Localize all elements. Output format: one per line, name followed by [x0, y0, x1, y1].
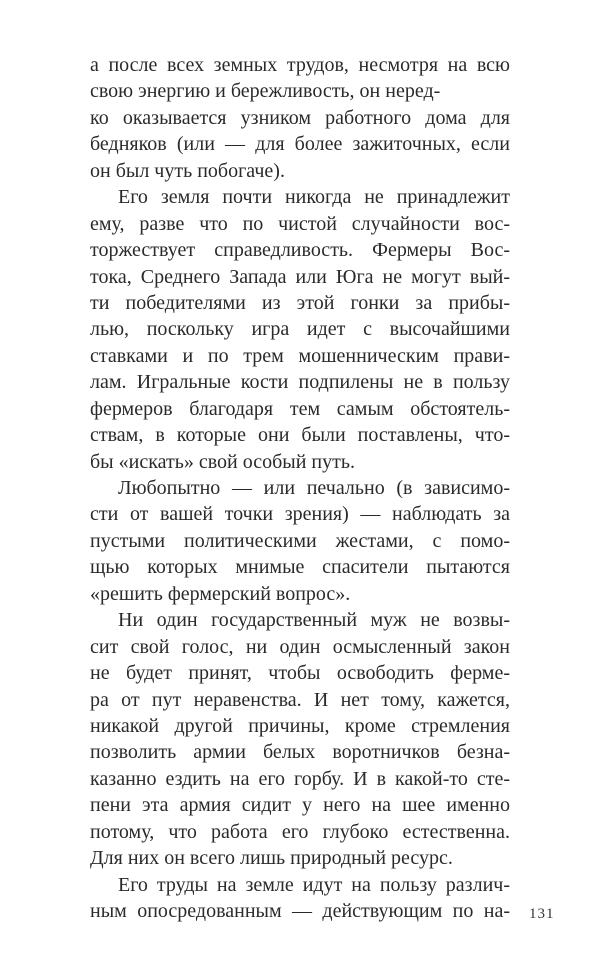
text-line: ко оказывается узником работного дома для	[90, 106, 510, 129]
text-line: казанно ездить на его горбу. И в какой-то сте-	[90, 767, 510, 790]
text-line: ти победителями из этой гонки за прибы-	[90, 291, 510, 314]
text-line: ему, разве что по чистой случайности вос-	[90, 212, 510, 235]
text-line: потому, что работа его глубоко естественна.	[90, 820, 510, 843]
text-line: Любопытно — или печально (в зависимо-	[118, 477, 510, 499]
page-body-text	[90, 52, 510, 924]
text-line: пустыми политическими жестами, с помо-	[90, 529, 510, 552]
text-line: ствам, в которые они были поставлены, что-	[90, 424, 510, 447]
text-line: Для них он всего лишь природный ресурс.	[90, 847, 453, 870]
text-line: Его труды на земле идут на пользу различ-	[118, 873, 510, 896]
text-line: лью, поскольку игра идет с высочайшими	[90, 318, 510, 341]
text-line: щью которых мнимые спасители пытаются	[90, 556, 510, 579]
text-line: не будет принят, чтобы освободить ферме-	[90, 662, 510, 685]
text-line: «решить фермерский вопрос».	[90, 582, 351, 605]
text-line: фермеров благодаря тем самым обстоятель-	[90, 397, 510, 420]
page-number: 131	[529, 906, 555, 922]
text-line: тока, Среднего Запада или Юга не могут вый-	[90, 265, 510, 288]
text-line: бы «искать» свой особый путь.	[90, 450, 355, 473]
text-line: Ни один государственный муж не возвы-	[118, 609, 510, 632]
text-line: торжествует справедливость. Фермеры Вос-	[90, 239, 510, 262]
text-line: бедняков (или — для более зажиточных, если	[90, 133, 510, 156]
text-line: ставками и по трем мошенническим прави-	[90, 344, 510, 367]
text-line: ра от пут неравенства. И нет тому, кажется,	[90, 688, 510, 711]
text-line: пени эта армия сидит у него на шее именно	[90, 794, 510, 817]
text-line: сит свой голос, ни один осмысленный закон	[90, 635, 510, 658]
text-line: он был чуть побогаче).	[90, 159, 285, 182]
text-line: а после всех земных трудов, несмотря на всю	[90, 54, 510, 76]
text-line: никакой другой причины, кроме стремления	[90, 714, 510, 737]
text-line: Его земля почти никогда не принадлежит	[118, 186, 510, 209]
text-line: сти от вашей точки зрения) — наблюдать за	[90, 503, 510, 526]
text-line: лам. Игральные кости подпилены не в пользу	[90, 371, 510, 394]
text-line: ным опосредованным — действующим по на-	[90, 900, 510, 922]
text-line: позволить армии белых воротничков безна-	[90, 741, 510, 764]
text-line: свою энергию и бережливость, он неред-	[90, 80, 441, 103]
